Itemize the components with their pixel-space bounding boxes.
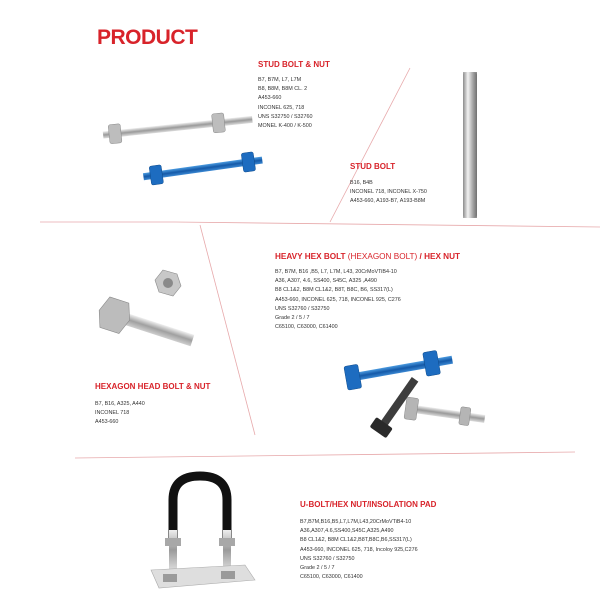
hex-head-heading: HEXAGON HEAD BOLT & NUT [95,382,211,391]
stud-bolt-heading: STUD BOLT [350,162,396,171]
spec-line: A453-660, A193-B7, A193-B8M [350,198,426,205]
spec-line: A453-660 [258,95,282,102]
spec-line: C65100, C63000, C61400 [300,574,363,581]
spec-line: A453-660, INCONEL 625, 718, Incoloy 925,C276 [300,546,418,553]
spec-line: C65100, C63000, C61400 [275,324,338,331]
divider-middle-diagonal [200,225,255,435]
spec-line: B8 CL1&2, B8M CL1&2,B8T,B8C,B6,SS317(L) [300,537,412,544]
heading-part: / HEX NUT [419,252,461,261]
spec-line: MONEL K-400 / K-500 [258,122,312,129]
spec-line: INCONEL 718, INCONEL X-750 [350,189,427,196]
stud-bolt-nut-heading: STUD BOLT & NUT [258,60,330,69]
divider-bottom [75,452,575,458]
stud-bolt-nut-image [95,110,265,195]
spec-line: INCONEL 718 [95,410,130,417]
spec-line: A36, A307, 4.6, SS400, S45C, A325 ,A490 [275,278,377,285]
u-bolt-heading: U-BOLT/HEX NUT/INSOLATION PAD [300,500,437,509]
spec-line: INCONEL 625, 718 [258,104,305,111]
spec-line: UNS S32760 / S32750 [300,555,355,562]
divider-middle-top [175,222,600,227]
spec-line: UNS S32760 / S32750 [275,305,330,312]
spec-line: A36,A307,4.6,SS400,S45C,A325,A490 [300,528,394,535]
hex-head-specs [95,400,145,428]
stud-bolt-specs [350,179,427,207]
heavy-hex-specs [275,268,401,332]
heavy-hex-heading [275,252,460,261]
spec-line: B7, B16, A325, A440 [95,401,145,407]
u-bolt-image [145,470,260,595]
spec-line: B8, B8M, B8M CL. 2 [258,86,308,93]
spec-line: B8 CL1&2, B8M CL1&2, B8T, B8C, B6, SS317(L) [275,287,393,294]
spec-line: A453-660 [95,419,119,426]
spec-line: A453-660, INCONEL 625, 718, INCONEL 925, C276 [275,296,401,303]
spec-line: B7, B7M, L7, L7M [258,77,302,83]
page-title: PRODUCT [97,26,198,49]
hexagon-head-bolt-image [95,268,205,363]
u-bolt-specs [300,518,418,582]
stud-bolt-image [455,70,485,220]
heading-part: (HEXAGON BOLT) [345,252,420,261]
stud-bolt-nut-specs [258,76,313,131]
spec-line: B16, B4B [350,180,373,186]
heading-part: HEAVY HEX BOLT [275,252,346,261]
spec-line: B7, B7M, B16 ,B5, L7, L7M, L43, 20CrMoVTiB4-10 [275,269,397,275]
spec-line: Grade 2 / 5 / 7 [300,564,335,571]
spec-line: UNS S32750 / S32760 [258,113,313,120]
heavy-hex-bolt-image [335,338,495,443]
spec-line: B7,B7M,B16,B5,L7,L7M,L43,20CrMoVTiB4-10 [300,519,412,525]
spec-line: Grade 2 / 5 / 7 [275,314,310,321]
